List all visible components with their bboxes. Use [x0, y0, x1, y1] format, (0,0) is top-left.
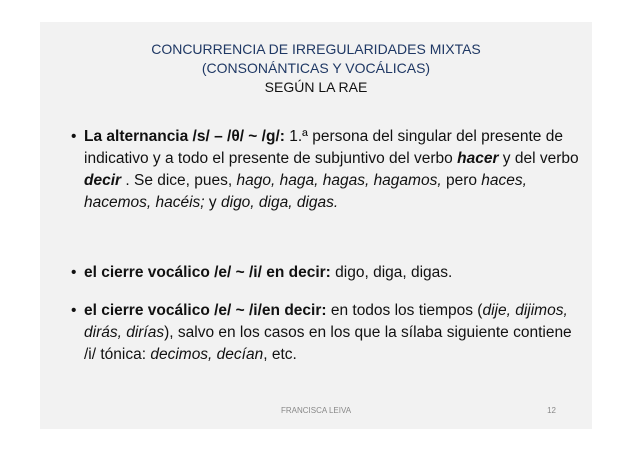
verb-decir: decir [84, 172, 122, 189]
example-forms: dije, dijimos, dirás, dirías [84, 302, 568, 341]
bullet-text: ), salvo en los casos en los que la sílaba siguiente contiene /i/ tónica: [84, 324, 572, 363]
bullet-cierre-vocalico-1 [71, 262, 584, 284]
bullet-text: digo, diga, digas. [330, 264, 453, 281]
bullet-dot: • [71, 302, 77, 319]
example-forms: haces, hacemos, hacéis; [84, 172, 527, 211]
slide [40, 22, 592, 429]
slide-title [40, 40, 592, 97]
title-line-3: SEGÚN LA RAE [264, 79, 368, 95]
bullet-heading: el cierre vocálico /e/ ~ /i/ en decir: [84, 264, 331, 281]
bullet-text: . Se dice, pues, [121, 172, 237, 189]
bullet-text: y del verbo [498, 150, 579, 167]
example-forms: hago, haga, hagas, hagamos, [236, 172, 442, 189]
title-line-2: (CONSONÁNTICAS Y VOCÁLICAS) [201, 60, 431, 76]
bullet-dot: • [71, 264, 77, 281]
title-line-1: CONCURRENCIA DE IRREGULARIDADES MIXTAS [151, 41, 481, 57]
bullet-alternancia [71, 126, 584, 214]
footer-author: FRANCISCA LEIVA [280, 406, 352, 415]
verb-hacer: hacer [457, 150, 499, 167]
example-forms: decimos, decían [150, 346, 264, 363]
bullet-text: y [204, 194, 221, 211]
bullet-heading: La alternancia /s/ – /θ/ ~ /g/: [84, 128, 285, 145]
bullet-heading: el cierre vocálico /e/ ~ /i/en decir: [84, 302, 327, 319]
bullet-text: en todos los tiempos ( [326, 302, 483, 319]
bullet-text: pero [441, 172, 482, 189]
example-forms: digo, diga, digas. [221, 194, 339, 211]
bullet-dot: • [71, 128, 77, 145]
bullet-cierre-vocalico-2 [71, 300, 584, 366]
bullet-text: , etc. [263, 346, 297, 363]
bullet-text: 1.ª persona del singular del presente de indicativo y a todo el presente de subjuntivo del verbo [84, 128, 563, 167]
slide-number: 12 [547, 406, 556, 415]
